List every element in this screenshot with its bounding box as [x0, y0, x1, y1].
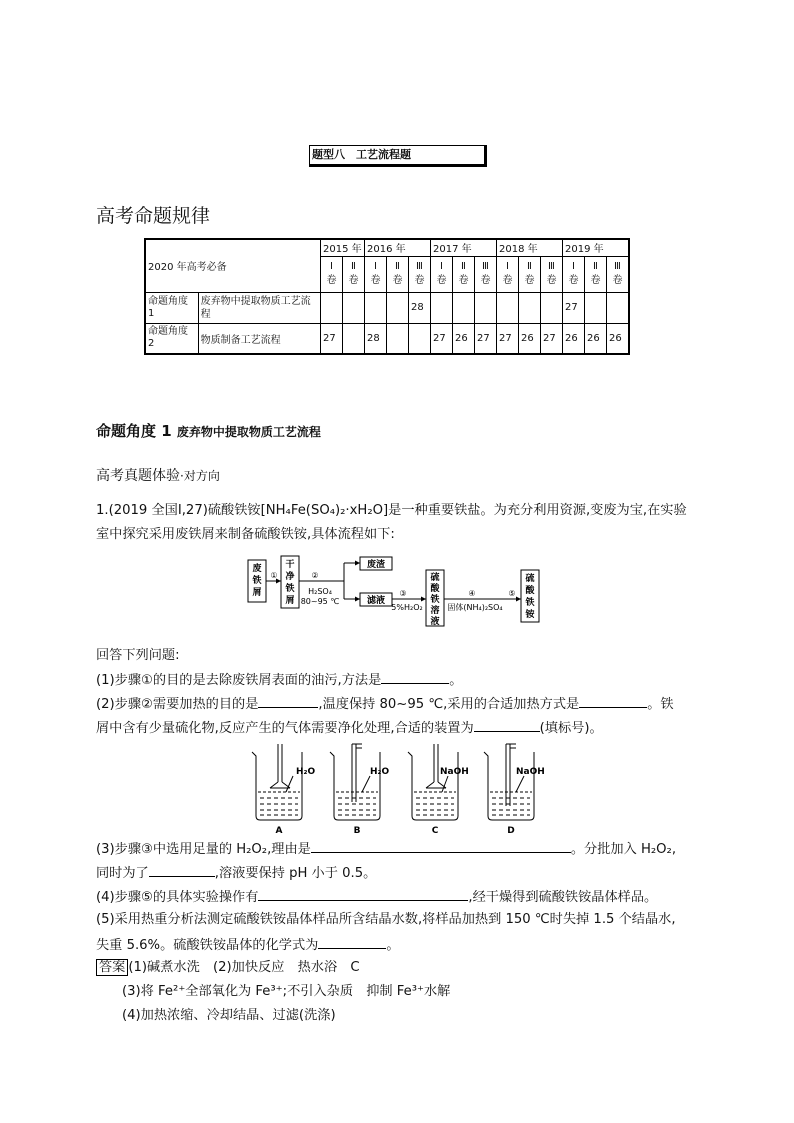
volume-roman: Ⅲ	[614, 261, 621, 272]
part2-text-b: ,温度保持 80~95 ℃,采用的合适加热方式是	[318, 697, 580, 712]
exam-heading	[96, 465, 220, 485]
row1-cell	[365, 292, 387, 323]
step1-label: ①	[270, 571, 278, 580]
exam-trend-table	[144, 238, 630, 355]
answer-tag: 答案	[96, 959, 128, 976]
row1-topic: 废弃物中提取物质工艺流程	[198, 292, 320, 323]
volume-juan: 卷	[370, 275, 381, 286]
apparatus-d	[484, 744, 534, 820]
volume-juan: 卷	[612, 275, 623, 286]
row1-cell	[431, 292, 453, 323]
step4-reagent: 固体(NH₄)₂SO₄	[447, 603, 503, 612]
volume-roman: Ⅰ	[506, 261, 509, 272]
q1-line2: 室中探究采用废铁屑来制备硫酸铁铵,具体流程如下:	[96, 527, 395, 542]
row1-cell	[453, 292, 475, 323]
box4-char: 铵	[525, 610, 535, 620]
box3-char: 溶	[430, 606, 440, 616]
part4-text-b: ,经干燥得到硫酸铁铵晶体样品。	[468, 890, 658, 905]
part2-cont	[96, 719, 603, 737]
filtrate-label: 滤液	[366, 596, 386, 606]
step2-reagent: H₂SO₄	[308, 587, 332, 596]
label-d: D	[507, 826, 515, 836]
year-2015: 2015 年	[321, 239, 365, 256]
volume-juan: 卷	[568, 275, 579, 286]
volume-header	[497, 256, 519, 292]
year-2016: 2016 年	[365, 239, 431, 256]
row1-cell	[519, 292, 541, 323]
part1	[96, 671, 462, 689]
row2-angle: 命题角度 2	[145, 323, 198, 354]
row2-cell: 27	[431, 323, 453, 354]
volume-juan: 卷	[590, 275, 601, 286]
answer-blank	[311, 840, 571, 853]
q1-line1: 1.(2019 全国Ⅰ,27)硫酸铁铵[NH₄Fe(SO₄)₂·xH₂O]是一种重要铁盐。为充分利用资源,变废为宝,在实验	[96, 503, 687, 518]
answer-3: (3)将 Fe²⁺全部氧化为 Fe³⁺;不引入杂质 抑制 Fe³⁺水解	[122, 984, 451, 999]
apparatus-a	[252, 744, 302, 820]
answer-blank	[474, 719, 540, 732]
volume-roman: Ⅱ	[593, 261, 598, 272]
year-2018: 2018 年	[497, 239, 563, 256]
volume-header	[365, 256, 387, 292]
row1-cell	[475, 292, 497, 323]
step2-condition: 80~95 ℃	[300, 597, 340, 606]
apparatus-c	[408, 744, 458, 820]
row1-cell	[497, 292, 519, 323]
box4-char: 酸	[525, 586, 535, 596]
row2-cell	[387, 323, 409, 354]
volume-roman: Ⅲ	[482, 261, 489, 272]
volume-juan: 卷	[326, 275, 337, 286]
volume-juan: 卷	[392, 275, 403, 286]
volume-header	[453, 256, 475, 292]
step3-reagent: 5%H₂O₂	[391, 603, 423, 612]
row1-cell	[585, 292, 607, 323]
volume-header	[431, 256, 453, 292]
part4-text-a: (4)步骤⑤的具体实验操作有	[96, 890, 259, 905]
row2-cell: 26	[585, 323, 607, 354]
volume-header	[321, 256, 343, 292]
apparatus-diagram	[238, 740, 568, 836]
row2-cell: 27	[321, 323, 343, 354]
volume-roman: Ⅱ	[351, 261, 356, 272]
step4-label: ④	[468, 589, 476, 598]
step2-label: ②	[311, 571, 319, 580]
answer-1: (1)碱煮水洗 (2)加快反应 热水浴 C	[128, 960, 360, 975]
volume-juan: 卷	[458, 275, 469, 286]
row2-cell: 27	[541, 323, 563, 354]
part2-text-e: (填标号)。	[539, 721, 603, 736]
answer-4: (4)加热浓缩、冷却结晶、过滤(洗涤)	[122, 1008, 336, 1023]
volume-juan: 卷	[436, 275, 447, 286]
volume-header	[607, 256, 630, 292]
box2-char: 屑	[285, 596, 295, 606]
part5-text-c: 。	[386, 938, 400, 953]
box3-char: 酸	[430, 584, 440, 594]
row2-cell: 28	[365, 323, 387, 354]
part2-text-a: (2)步骤②需要加热的目的是	[96, 697, 259, 712]
row1-cell	[343, 292, 365, 323]
volume-juan: 卷	[502, 275, 513, 286]
row1-angle: 命题角度 1	[145, 292, 198, 323]
part3-text-b: 。分批加入 H₂O₂,	[570, 842, 677, 857]
page-title: 高考命题规律	[96, 205, 211, 227]
exam-tag: ·对方向	[180, 469, 220, 483]
volume-juan: 卷	[524, 275, 535, 286]
answer-blank	[381, 671, 449, 684]
row2-cell	[409, 323, 431, 354]
volume-juan: 卷	[414, 275, 425, 286]
volume-header	[475, 256, 497, 292]
box2-char: 干	[285, 560, 295, 570]
box4-char: 硫	[525, 574, 535, 584]
row1-cell: 27	[563, 292, 585, 323]
part1-text: (1)步骤①的目的是去除废铁屑表面的油污,方法是	[96, 673, 382, 688]
row2-cell	[343, 323, 365, 354]
row1-cell	[541, 292, 563, 323]
part5: (5)采用热重分析法测定硫酸铁铵晶体样品所含结晶水数,将样品加热到 150 ℃时失掉 1.5 个结晶水,	[96, 912, 676, 927]
box1-char: 废	[252, 564, 262, 574]
apparatus-b	[330, 744, 380, 820]
row2-cell: 26	[563, 323, 585, 354]
answer-line1	[96, 960, 360, 976]
row2-cell: 26	[453, 323, 475, 354]
volume-juan: 卷	[546, 275, 557, 286]
label-a: A	[275, 826, 283, 836]
angle1-heading	[96, 420, 321, 441]
volume-roman: Ⅲ	[416, 261, 423, 272]
part1-end: 。	[449, 673, 463, 688]
row2-topic: 物质制备工艺流程	[198, 323, 320, 354]
part4	[96, 888, 657, 906]
box3-char: 液	[430, 617, 440, 627]
box3-char: 铁	[430, 595, 440, 605]
process-flow-diagram	[240, 552, 560, 628]
volume-header	[585, 256, 607, 292]
part5-cont	[96, 936, 400, 954]
row2-cell: 27	[497, 323, 519, 354]
liquid-c: NaOH	[440, 767, 469, 777]
liquid-d: NaOH	[516, 767, 545, 777]
label-c: C	[431, 826, 439, 836]
volume-header	[343, 256, 365, 292]
step5-label: ⑤	[508, 589, 516, 598]
answer-prompt: 回答下列问题:	[96, 648, 180, 663]
answer-blank	[258, 695, 318, 708]
volume-roman: Ⅱ	[461, 261, 466, 272]
table-corner: 2020 年高考必备	[145, 239, 321, 292]
angle1-subtitle: 废弃物中提取物质工艺流程	[176, 425, 321, 439]
row2-cell: 26	[607, 323, 630, 354]
answer-blank	[579, 695, 647, 708]
part3-text-d: ,溶液要保持 pH 小于 0.5。	[214, 866, 377, 881]
answer-blank	[318, 936, 386, 949]
part3	[96, 840, 676, 858]
answer-blank	[258, 888, 468, 901]
section-header: 题型八 工艺流程题	[309, 145, 487, 167]
row1-cell: 28	[409, 292, 431, 323]
row1-cell	[607, 292, 630, 323]
year-2017: 2017 年	[431, 239, 497, 256]
volume-juan: 卷	[348, 275, 359, 286]
part3-cont	[96, 864, 376, 882]
part5-text-b: 失重 5.6%。硫酸铁铵晶体的化学式为	[96, 938, 319, 953]
step3-label: ③	[399, 589, 407, 598]
part2-text-c: 。铁	[647, 697, 674, 712]
box1-char: 屑	[252, 588, 262, 598]
box1-char: 铁	[252, 576, 262, 586]
volume-roman: Ⅲ	[548, 261, 555, 272]
label-b: B	[353, 826, 361, 836]
part2	[96, 695, 674, 713]
waste-label: 废渣	[366, 560, 386, 570]
volume-roman: Ⅰ	[572, 261, 575, 272]
volume-header	[519, 256, 541, 292]
volume-header	[387, 256, 409, 292]
row1-cell	[321, 292, 343, 323]
volume-roman: Ⅰ	[330, 261, 333, 272]
part2-text-d: 屑中含有少量硫化物,反应产生的气体需要净化处理,合适的装置为	[96, 721, 474, 736]
volume-juan: 卷	[480, 275, 491, 286]
volume-header	[541, 256, 563, 292]
row2-cell: 27	[475, 323, 497, 354]
exam-title: 高考真题体验	[96, 468, 180, 484]
volume-header	[409, 256, 431, 292]
box3-char: 硫	[430, 573, 440, 583]
volume-roman: Ⅰ	[440, 261, 443, 272]
liquid-a: H₂O	[296, 767, 316, 777]
row2-cell: 26	[519, 323, 541, 354]
year-2019: 2019 年	[563, 239, 630, 256]
box2-char: 净	[285, 572, 295, 582]
volume-header	[563, 256, 585, 292]
answer-blank	[149, 864, 215, 877]
box4-char: 铁	[525, 598, 535, 608]
box2-char: 铁	[285, 584, 295, 594]
row1-cell	[387, 292, 409, 323]
liquid-b: H₂O	[370, 767, 390, 777]
volume-roman: Ⅱ	[395, 261, 400, 272]
volume-roman: Ⅱ	[527, 261, 532, 272]
angle1-title: 命题角度 1	[96, 422, 172, 440]
part3-text-a: (3)步骤③中选用足量的 H₂O₂,理由是	[96, 842, 311, 857]
volume-roman: Ⅰ	[374, 261, 377, 272]
part3-text-c: 同时为了	[96, 866, 149, 881]
